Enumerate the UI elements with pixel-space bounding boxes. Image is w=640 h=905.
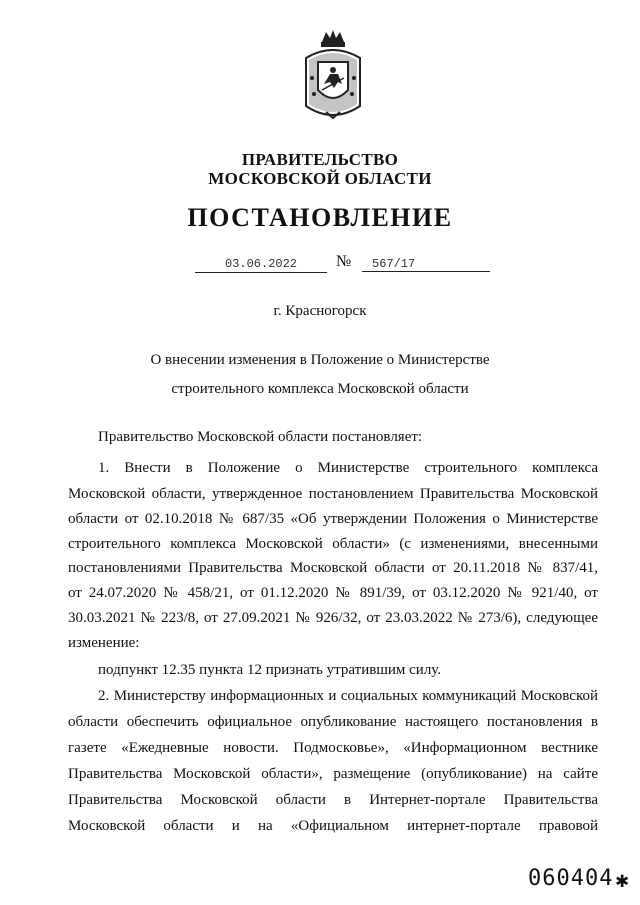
document-date: 03.06.2022 bbox=[195, 256, 327, 273]
coat-of-arms-icon bbox=[300, 28, 366, 124]
subject-line-1: О внесении изменения в Положение о Министерстве bbox=[150, 352, 490, 368]
body-line: Правительства Московской области в Интернет-портале Правительства bbox=[68, 792, 598, 808]
number-sign: № bbox=[336, 253, 352, 270]
document-type-title: ПОСТАНОВЛЕНИЕ bbox=[187, 203, 453, 232]
body-line: области от 02.10.2018 № 687/35 «Об утверждении Положения о Министерстве bbox=[68, 511, 598, 527]
body-line: 1. Внести в Положение о Министерстве строительного комплекса bbox=[98, 460, 598, 476]
document-serial-number bbox=[528, 866, 630, 893]
body-line: от 24.07.2020 № 458/21, от 01.12.2020 № 891/39, от 03.12.2020 № 921/40, от bbox=[68, 585, 598, 601]
body-line: Московской области, утвержденное постановлением Правительства Московской bbox=[68, 486, 598, 502]
government-name-line2: МОСКОВСКОЙ ОБЛАСТИ bbox=[208, 169, 432, 188]
body-line: 30.03.2021 № 223/8, от 27.09.2021 № 926/32, от 23.03.2022 № 273/6), следующее bbox=[68, 610, 598, 626]
government-name-line1: ПРАВИТЕЛЬСТВО bbox=[241, 150, 399, 169]
body-line: строительного комплекса Московской области» (с изменениями, внесенными bbox=[68, 536, 598, 552]
city-of-issue: г. Красногорск bbox=[273, 303, 367, 319]
document-number: 567/17 bbox=[362, 256, 490, 272]
body-line: изменение: bbox=[68, 635, 140, 651]
body-line: Московской области и на «Официальном интернет-портале правовой bbox=[68, 818, 598, 834]
body-line: постановлениями Правительства Московской области от 20.11.2018 № 837/41, bbox=[68, 560, 598, 576]
body-line: подпункт 12.35 пункта 12 признать утратившим силу. bbox=[98, 662, 442, 678]
body-line: Правительства Московской области», размещение (опубликование) на сайте bbox=[68, 766, 598, 782]
body-line: газете «Ежедневные новости. Подмосковье», «Информационном вестнике bbox=[68, 740, 598, 756]
serial-digits: 060404 bbox=[528, 866, 614, 891]
subject-line-2: строительного комплекса Московской области bbox=[171, 381, 469, 397]
body-line: Правительство Московской области постановляет: bbox=[98, 429, 423, 445]
body-line: 2. Министерству информационных и социальных коммуникаций Московской bbox=[98, 688, 598, 704]
asterisk-icon: ✱ bbox=[615, 868, 630, 893]
body-line: области обеспечить официальное опубликование настоящего постановления в bbox=[68, 714, 598, 730]
